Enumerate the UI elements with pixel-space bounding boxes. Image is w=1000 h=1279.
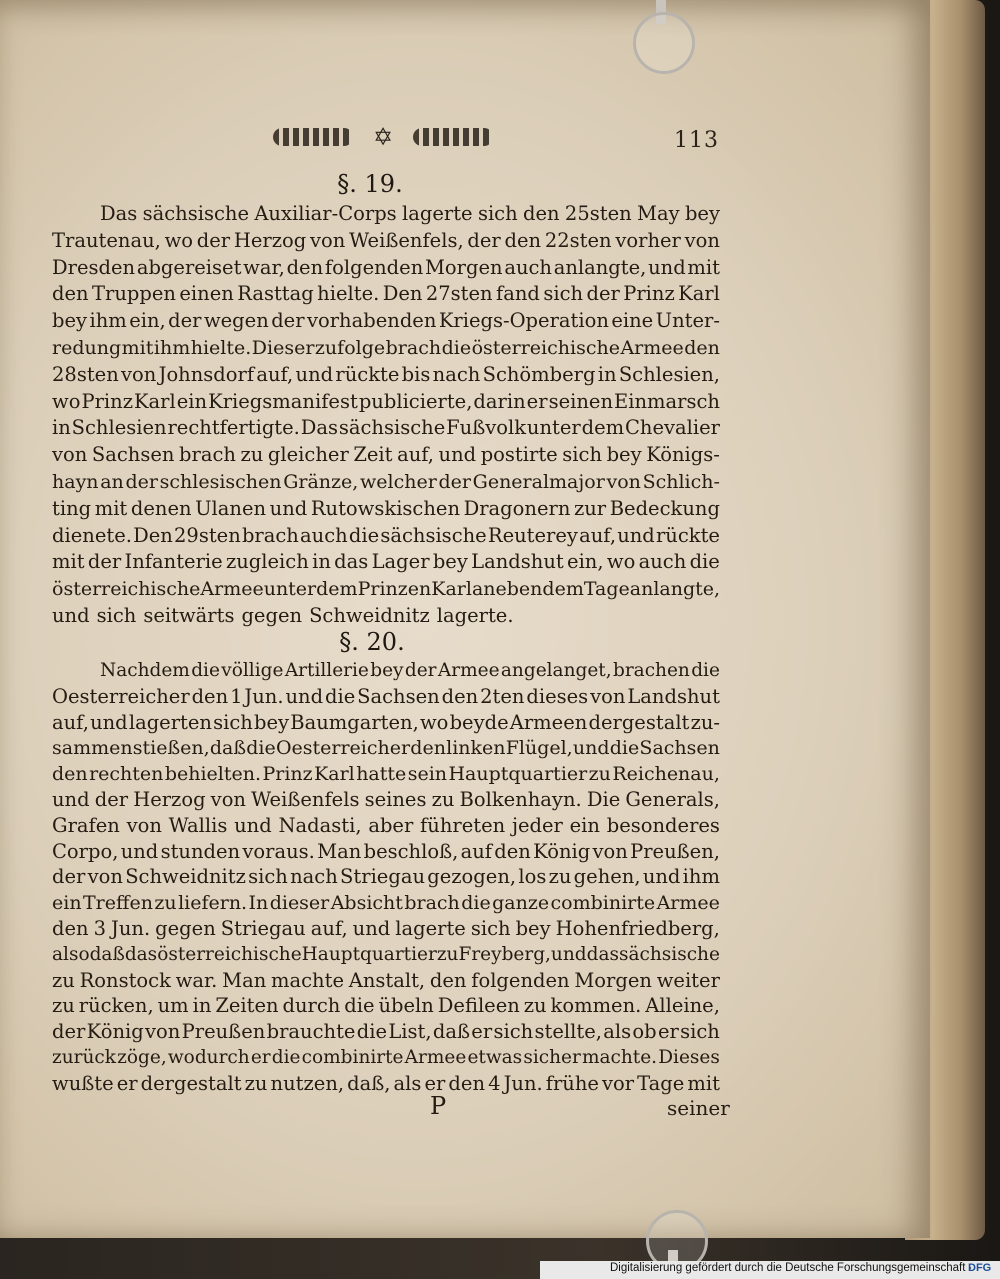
text-line: ein Treffen zu liefern. In dieser Absicht brach die ganze combinirte Armee [52,892,720,915]
text-line: von Sachsen brach zu gleicher Zeit auf, und postirte sich bey Königs- [52,443,720,467]
text-line: den Truppen einen Rasttag hielte. Den 27sten fand sich der Prinz Karl [52,282,720,306]
text-line: Nachdem die völlige Artillerie bey der Armee angelanget, brachen die [100,660,720,681]
catchword: seiner [667,1096,730,1120]
text-line: Trautenau, wo der Herzog von Weißenfels, der den 22sten vorher von [52,228,720,252]
text-line: dienete. Den 29sten brach auch die sächsische Reuterey auf, und rückte [52,523,720,547]
text-line: der von Schweidnitz sich nach Striegau gezogen, los zu gehen, und ihm [52,865,720,889]
text-line: zu rücken, um in Zeiten durch die übeln Defileen zu kommen. Alleine, [52,994,720,1018]
text-line: den 3 Jun. gegen Striegau auf, und lagerte sich bey Hohenfriedberg, [52,917,720,940]
signature-mark: P [430,1092,447,1120]
digitization-credit: Digitalisierung gefördert durch die Deutsche Forschungsgemeinschaft · [610,1262,973,1274]
text-line: zu Ronstock war. Man machte Anstalt, den folgenden Morgen weiter [52,968,720,992]
text-line: und sich seitwärts gegen Schweidnitz lagerte. [52,604,514,627]
text-line: mit der Infanterie zugleich in das Lager bey Landshut ein, wo auch die [52,550,720,574]
section-heading-20: §. 20. [339,628,405,656]
text-line: wußte er dergestalt zu nutzen, daß, als er den 4 Jun. frühe vor Tage mit [52,1071,720,1095]
right-flourish-icon [413,128,493,146]
text-line: redung mit ihm hielte. Dieser zufolge brach die österreichische Armee den [52,337,720,359]
text-line: Dresden abgereiset war, den folgenden Morgen auch anlangte, und mit [52,255,720,279]
text-line: in Schlesien rechtfertigte. Das sächsische Fußvolk unter dem Chevalier [52,416,720,440]
text-line: Das sächsische Auxiliar-Corps lagerte sich den 25sten May bey [100,202,720,225]
text-line: Corpo, und stunden voraus. Man beschloß, auf den König von Preußen, [52,839,720,863]
text-line: und der Herzog von Weißenfels seines zu Bolkenhayn. Die Generals, [52,788,720,811]
page-number: 113 [674,128,719,153]
text-line: Oesterreicher den 1 Jun. und die Sachsen den 2ten dieses von Landshut [52,684,720,708]
star-ornament-icon: ✡ [372,123,394,151]
text-line: bey ihm ein, der wegen der vorhabenden Kriegs-Operation eine Unter- [52,309,720,333]
text-line: Grafen von Wallis und Nadasti, aber führeten jeder ein besonderes [52,813,720,837]
header-ornament [273,122,493,152]
section-heading-19: §. 19. [337,170,403,198]
text-line: der König von Preußen brauchte die List, daß er sich stellte, als ob er sich [52,1020,720,1044]
text-line: sammen stießen, daß die Oesterreicher den linken Flügel, und die Sachsen [52,737,720,760]
text-line: zurück zöge, wodurch er die combinirte Armee etwas sicher machte. Dieses [52,1047,720,1068]
dfg-logo-icon: DFG [968,1262,992,1274]
top-page-clip [633,12,695,74]
text-line: 28sten von Johnsdorf auf, und rückte bis nach Schömberg in Schlesien, [52,362,720,386]
text-line: österreichische Armee unter dem Prinzen Karl an eben dem Tage anlangte, [52,578,720,601]
text-line: hayn an der schlesischen Gränze, welcher der Generalmajor von Schlich- [52,471,720,493]
text-line: ting mit denen Ulanen und Rutowskischen Dragonern zur Bedeckung [52,496,720,520]
text-line: den rechten behielten. Prinz Karl hatte sein Hauptquartier zu Reichenau, [52,763,720,786]
text-line: wo Prinz Karl ein Kriegsmanifest publicierte, darin er seinen Einmarsch [52,389,720,413]
left-flourish-icon [273,128,353,146]
text-line: also daß das österreichische Hauptquartier zu Freyberg, und das sächsische [52,943,720,965]
text-line: auf, und lagerten sich bey Baumgarten, wo beyde Armeen dergestalt zu- [52,710,720,734]
